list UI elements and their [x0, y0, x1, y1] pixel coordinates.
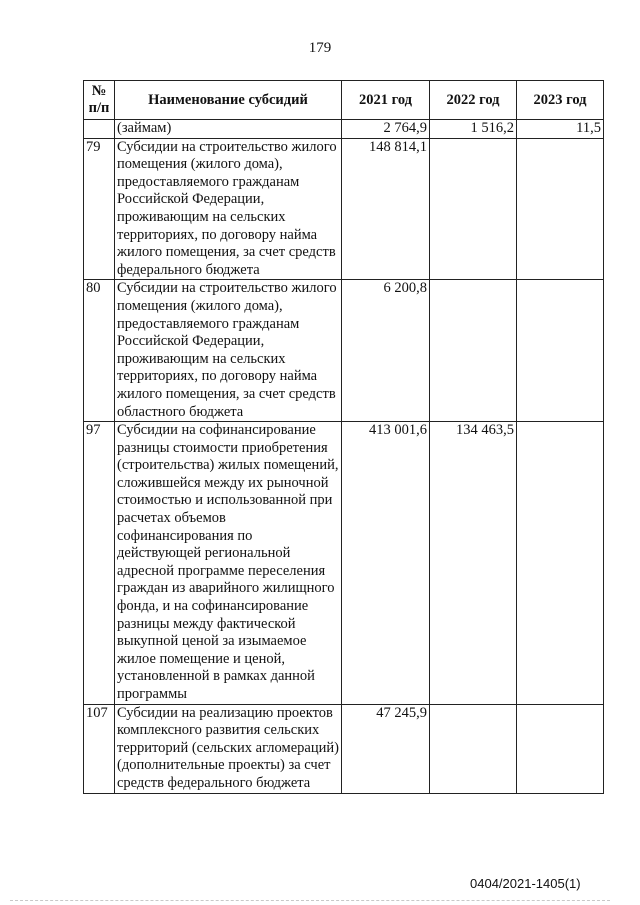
row-value-2022	[430, 704, 517, 793]
row-num	[84, 120, 115, 139]
row-num: 79	[84, 138, 115, 280]
row-num: 97	[84, 422, 115, 705]
row-name: Субсидии на строительство жилого помещения (жилого дома), предоставляемого гражданам Российской Федерации, проживающим на сельских территориях, по договору найма жилого помещения, за счет средств федерального бюджета	[115, 138, 342, 280]
page-number: 179	[308, 40, 332, 56]
table-row	[84, 138, 604, 280]
row-value-2021: 148 814,1	[342, 138, 430, 280]
row-num: 107	[84, 704, 115, 793]
row-value-2021: 47 245,9	[342, 704, 430, 793]
row-value-2023	[517, 704, 604, 793]
table-row	[84, 704, 604, 793]
row-num: 80	[84, 280, 115, 422]
row-name: Субсидии на строительство жилого помещения (жилого дома), предоставляемого гражданам Российской Федерации, проживающим на сельских территориях, по договору найма жилого помещения, за счет средств областного бюджета	[115, 280, 342, 422]
row-value-2022: 134 463,5	[430, 422, 517, 705]
row-value-2023	[517, 422, 604, 705]
table-row	[84, 280, 604, 422]
table-header-row	[84, 81, 604, 120]
row-value-2023: 11,5	[517, 120, 604, 139]
row-value-2021: 413 001,6	[342, 422, 430, 705]
row-name: Субсидии на софинансирование разницы стоимости приобретения (строительства) жилых помещений, сложившейся между их рыночной стоимостью и использованной при расчетах объемов софинансирования по действующей региональной адресной программе переселения граждан из аварийного жилищного фонда, и на софинансирование разницы между фактической выкупной ценой за изымаемое жилое помещение и ценой, установленной в рамках данной программы	[115, 422, 342, 705]
header-2022: 2022 год	[430, 81, 517, 120]
scan-edge-divider	[10, 900, 610, 901]
table-row	[84, 120, 604, 139]
subsidies-table	[83, 80, 604, 794]
row-value-2021: 2 764,9	[342, 120, 430, 139]
header-2021: 2021 год	[342, 81, 430, 120]
row-value-2023	[517, 280, 604, 422]
header-num: № п/п	[84, 81, 115, 120]
row-value-2022: 1 516,2	[430, 120, 517, 139]
row-value-2021: 6 200,8	[342, 280, 430, 422]
row-name: (займам)	[115, 120, 342, 139]
row-value-2022	[430, 138, 517, 280]
document-code: 0404/2021-1405(1)	[470, 876, 581, 891]
header-name: Наименование субсидий	[115, 81, 342, 120]
header-2023: 2023 год	[517, 81, 604, 120]
row-value-2023	[517, 138, 604, 280]
table-row	[84, 422, 604, 705]
row-value-2022	[430, 280, 517, 422]
row-name: Субсидии на реализацию проектов комплексного развития сельских территорий (сельских агломераций) (дополнительные проекты) за счет средств федерального бюджета	[115, 704, 342, 793]
